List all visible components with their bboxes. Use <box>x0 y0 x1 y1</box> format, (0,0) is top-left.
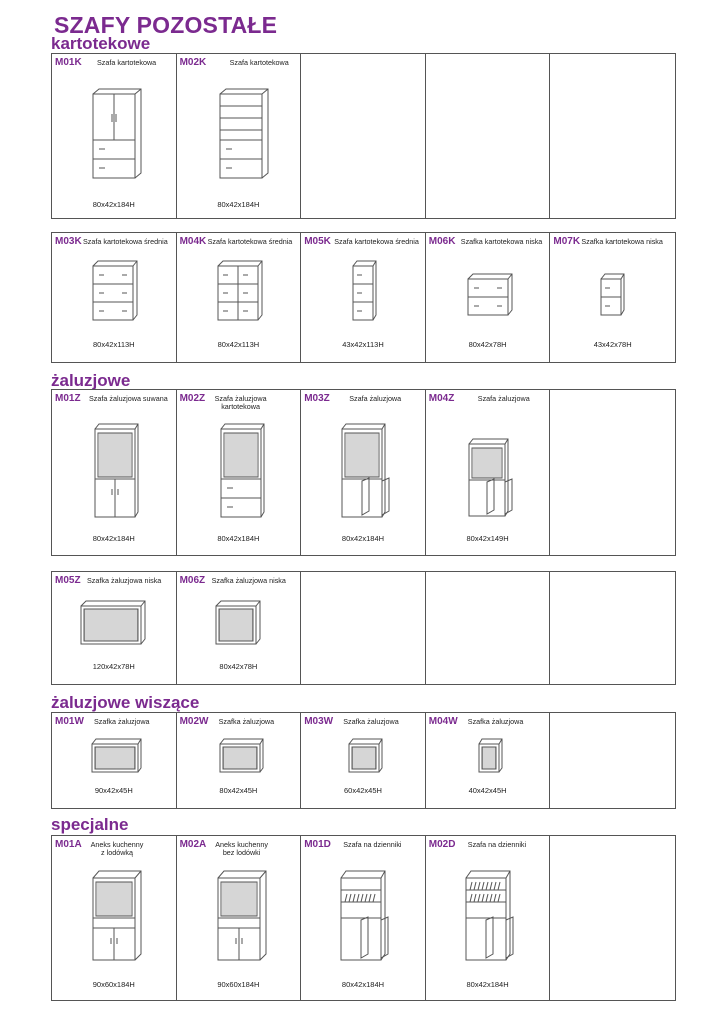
product-code: M01K <box>55 57 82 68</box>
product-dimensions: 80x42x184H <box>92 534 135 543</box>
product-card-m03w[interactable] <box>301 713 426 808</box>
empty-cell <box>550 390 675 555</box>
product-name-line-2: z lodówką <box>101 848 133 857</box>
empty-cell <box>550 713 675 808</box>
empty-cell <box>301 572 426 684</box>
product-code: M06Z <box>179 575 206 586</box>
product-code: M04K <box>179 236 207 247</box>
kitchen-unit-icon <box>214 870 268 962</box>
wall-tambour-cabinet-icon <box>476 738 504 774</box>
narrow-cabinet-drawers-icon <box>350 260 378 322</box>
tambour-cabinet-short-icon <box>465 438 519 518</box>
product-code: M05K <box>304 236 331 247</box>
product-code: M04W <box>428 716 458 727</box>
low-tambour-cabinet-icon <box>213 600 263 646</box>
product-code: M02A <box>179 839 207 850</box>
section-heading-kartotekowe: kartotekowe <box>51 34 151 53</box>
tambour-cabinet-open-doors-icon <box>338 423 392 519</box>
product-code: M03W <box>304 716 334 727</box>
product-code: M02W <box>179 716 209 727</box>
product-code: M01Z <box>55 393 81 404</box>
product-name: Szafka żaluzjowa niska <box>211 576 286 585</box>
product-dimensions: 90x60x184H <box>92 980 135 989</box>
wall-tambour-cabinet-icon <box>89 738 143 774</box>
product-dimensions: 80x42x184H <box>217 534 260 543</box>
product-dimensions: 80x42x184H <box>341 980 385 989</box>
product-row-kartotekowe-2 <box>51 232 676 363</box>
wall-tambour-cabinet-icon <box>217 738 265 774</box>
wall-tambour-cabinet-icon <box>346 738 384 774</box>
product-card-m03k[interactable] <box>52 233 177 362</box>
product-name: Szafa kartotekowa <box>229 58 289 67</box>
kitchen-unit-fridge-icon <box>89 870 143 962</box>
product-name <box>211 841 273 857</box>
product-dimensions: 80x42x184H <box>341 534 385 543</box>
product-code: M02Z <box>179 393 206 404</box>
product-code: M04Z <box>428 393 455 404</box>
product-name: Szafka żaluzjowa <box>343 717 399 726</box>
page-title: SZAFY POZOSTAŁE <box>54 12 278 38</box>
tall-cabinet-shelves-drawers-icon <box>214 88 274 180</box>
medium-cabinet-drawers-icon <box>89 260 139 322</box>
product-card-m05z[interactable] <box>52 572 177 684</box>
product-dimensions: 80x42x184H <box>92 200 135 209</box>
product-card-m06k[interactable] <box>426 233 551 362</box>
product-card-m03z[interactable] <box>301 390 426 555</box>
empty-cell <box>426 54 551 218</box>
product-card-m04z[interactable] <box>426 390 551 555</box>
product-dimensions: 80x42x113H <box>93 340 135 349</box>
product-dimensions: 80x42x113H <box>217 340 260 349</box>
product-card-m06z[interactable] <box>177 572 302 684</box>
product-code: M03Z <box>304 393 330 404</box>
product-name: Szafa kartotekowa średnia <box>334 237 419 246</box>
empty-cell <box>301 54 426 218</box>
product-name: Szafa na dzienniki <box>343 840 402 849</box>
product-dimensions: 80x42x45H <box>219 786 258 795</box>
product-dimensions: 80x42x78H <box>468 340 507 349</box>
product-code: M02K <box>179 57 207 68</box>
register-cabinet-icon <box>462 870 518 962</box>
section-heading-zaluzjowe-wiszace: żaluzjowe wiszące <box>51 693 200 712</box>
product-name: Szafa na dzienniki <box>467 840 527 849</box>
product-code: M02D <box>428 839 456 850</box>
product-card-m02k[interactable] <box>177 54 302 218</box>
product-dimensions: 60x42x45H <box>344 786 382 795</box>
section-heading-zaluzjowe: żaluzjowe <box>51 371 131 390</box>
product-code: M01A <box>55 839 82 850</box>
product-name: Szafa żaluzjowa <box>477 394 530 403</box>
product-code: M07K <box>553 236 581 247</box>
low-wide-tambour-cabinet-icon <box>78 600 148 646</box>
product-dimensions: 80x42x184H <box>217 200 260 209</box>
product-dimensions: 80x42x78H <box>219 662 258 671</box>
medium-cabinet-six-drawers-icon <box>214 260 264 322</box>
product-card-m02d[interactable] <box>426 836 551 1000</box>
product-card-m05k[interactable] <box>301 233 426 362</box>
product-name <box>86 841 148 857</box>
product-dimensions: 43x42x78H <box>593 340 632 349</box>
product-name-line-2: bez lodówki <box>222 848 261 857</box>
product-card-m01d[interactable] <box>301 836 426 1000</box>
tambour-cabinet-drawers-icon <box>217 423 265 519</box>
product-card-m04w[interactable] <box>426 713 551 808</box>
low-cabinet-drawers-icon <box>464 273 514 317</box>
product-dimensions: 120x42x78H <box>92 662 135 671</box>
empty-cell <box>550 836 675 1000</box>
empty-cell <box>550 54 675 218</box>
empty-cell <box>550 572 675 684</box>
product-name-line-2: kartotekowa <box>221 402 260 411</box>
empty-cell <box>426 572 551 684</box>
low-narrow-cabinet-drawers-icon <box>598 273 626 317</box>
product-name: Szafka żaluzjowa niska <box>87 576 162 585</box>
product-name: Szafka żaluzjowa <box>94 717 150 726</box>
product-card-m04k[interactable] <box>177 233 302 362</box>
product-name-line-1: Aneks kuchenny <box>215 840 268 849</box>
product-name: Szafka żaluzjowa <box>218 717 275 726</box>
product-dimensions: 90x42x45H <box>94 786 133 795</box>
section-heading-specjalne: specjalne <box>51 815 129 834</box>
product-code: M06K <box>428 236 456 247</box>
product-name: Szafa kartotekowa średnia <box>83 237 168 246</box>
product-row-kartotekowe-1 <box>51 53 676 219</box>
product-name: Szafa żaluzjowa suwana <box>89 394 168 403</box>
product-dimensions: 90x60x184H <box>217 980 260 989</box>
product-row-specjalne <box>51 835 676 1001</box>
product-name-line-1: Szafa żaluzjowa <box>214 394 267 403</box>
product-name: Szafa żaluzjowa <box>349 394 402 403</box>
product-dimensions: 80x42x184H <box>466 980 509 989</box>
product-code: M05Z <box>55 575 81 586</box>
product-name: Szafka kartotekowa niska <box>460 237 543 246</box>
product-name-line-1: Aneks kuchenny <box>90 840 144 849</box>
product-card-m01k[interactable] <box>52 54 177 218</box>
product-card-m07k[interactable] <box>550 233 675 362</box>
product-name <box>211 395 271 411</box>
product-name: Szafa kartotekowa <box>97 58 157 67</box>
product-card-m01w[interactable] <box>52 713 177 808</box>
register-cabinet-icon <box>337 870 393 962</box>
product-row-wiszace <box>51 712 676 809</box>
product-name: Szafka żaluzjowa <box>467 717 524 726</box>
product-card-m01a[interactable] <box>52 836 177 1000</box>
product-card-m02w[interactable] <box>177 713 302 808</box>
product-card-m02a[interactable] <box>177 836 302 1000</box>
product-code: M03K <box>55 236 82 247</box>
tall-cabinet-doors-drawers-icon <box>87 88 147 180</box>
product-dimensions: 43x42x113H <box>342 340 384 349</box>
product-dimensions: 80x42x149H <box>466 534 509 543</box>
product-card-m01z[interactable] <box>52 390 177 555</box>
product-card-m02z[interactable] <box>177 390 302 555</box>
product-name: Szafa kartotekowa średnia <box>207 237 293 246</box>
product-dimensions: 40x42x45H <box>468 786 507 795</box>
tambour-cabinet-sliding-icon <box>91 423 139 519</box>
product-row-zaluzjowe-2 <box>51 571 676 685</box>
product-code: M01W <box>55 716 84 727</box>
product-row-zaluzjowe-1 <box>51 389 676 556</box>
product-name: Szafka kartotekowa niska <box>581 237 663 246</box>
product-code: M01D <box>304 839 331 850</box>
